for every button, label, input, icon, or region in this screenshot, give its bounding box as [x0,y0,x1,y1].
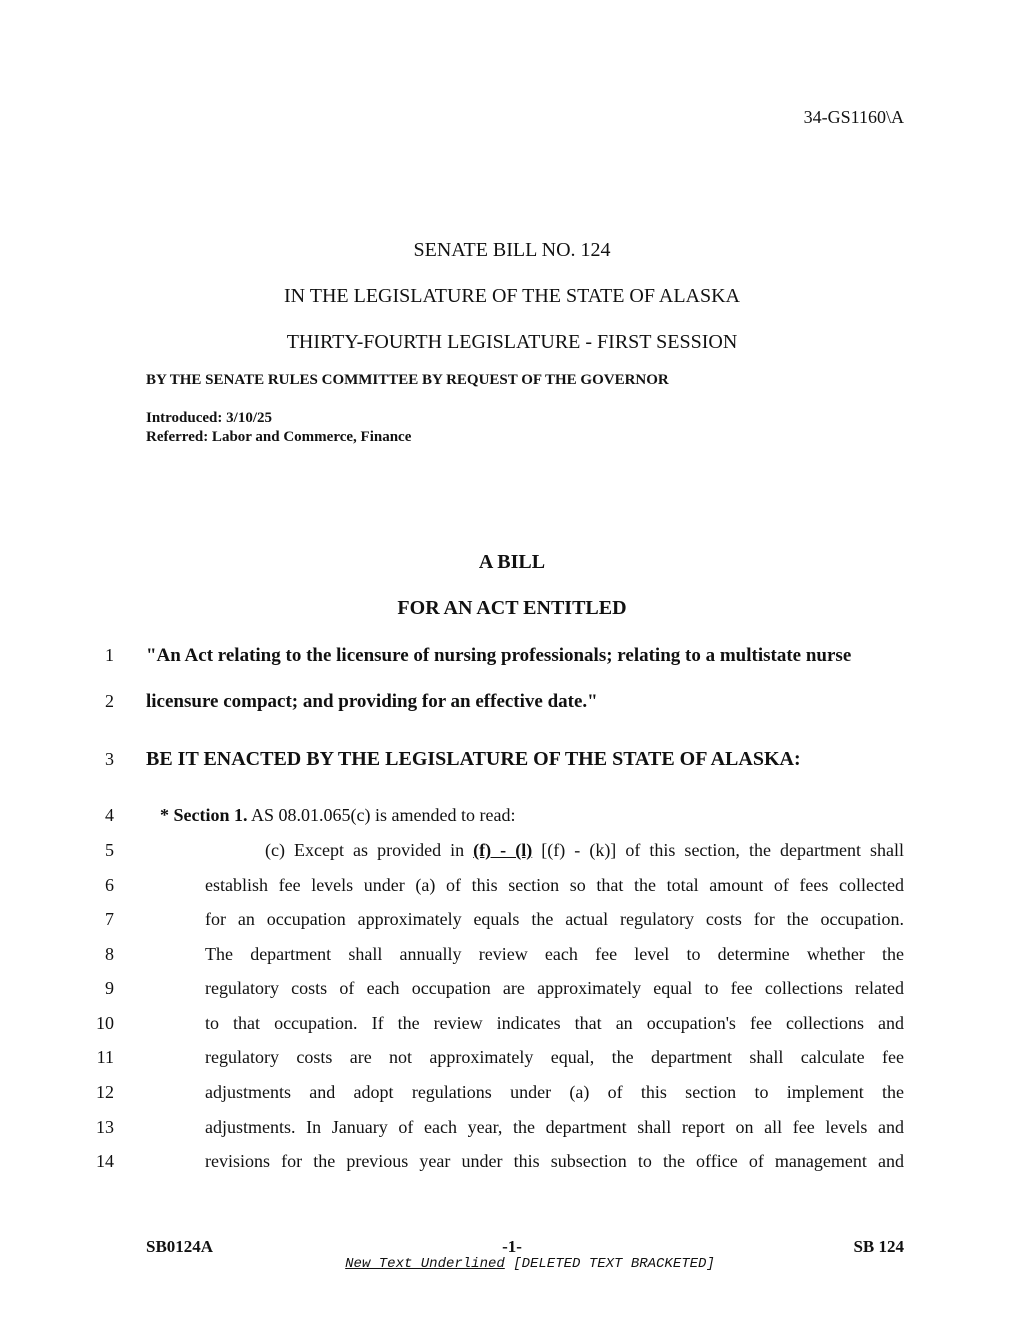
line-number: 1 [105,645,114,665]
body-line: The department shall annually review each fee level to determine whether the [205,944,904,964]
act-title-line: "An Act relating to the licensure of nursing professionals; relating to a multistate nurse [146,645,852,666]
enacting-clause: BE IT ENACTED BY THE LEGISLATURE OF THE STATE OF ALASKA: [146,748,801,770]
line-number: 4 [105,805,114,825]
body-line: regulatory costs are not approximately equal, the department shall calculate fee [205,1047,904,1067]
line-number: 3 [105,749,114,769]
body-line: to that occupation. If the review indicates that an occupation's fee collections and [205,1013,904,1033]
body-line: establish fee levels under (a) of this section so that the total amount of fees collected [205,875,904,895]
introduction-info [146,409,411,447]
page-number: -1- [502,1237,522,1256]
line-number: 5 [105,840,114,860]
body-line [265,840,904,861]
section-number: * Section 1. [160,805,248,825]
line-number: 12 [96,1082,114,1102]
footer-legend [0,1256,1024,1272]
body-line: for an occupation approximately equals the actual regulatory costs for the occupation. [205,909,904,929]
body-line: adjustments. In January of each year, the department shall report on all fee levels and [205,1117,904,1137]
line-number: 11 [96,1047,114,1067]
line-number: 9 [105,978,114,998]
introduced-date: Introduced: 3/10/25 [146,410,272,426]
body-text: [(f) - (k)] of this section, the department shall [532,840,905,860]
sponsor-line: BY THE SENATE RULES COMMITTEE BY REQUEST OF THE GOVERNOR [146,372,669,388]
legend-deleted-text: [DELETED TEXT BRACKETED] [513,1256,715,1272]
body-line: adjustments and adopt regulations under (a) of this section to implement the [205,1082,904,1102]
legislature-heading: IN THE LEGISLATURE OF THE STATE OF ALASKA [284,285,740,307]
line-number: 14 [96,1151,114,1171]
section-text: AS 08.01.065(c) is amended to read: [251,805,516,825]
line-number: 6 [105,875,114,895]
body-line: regulatory costs of each occupation are approximately equal to fee collections related [205,978,904,998]
section-heading [160,805,515,826]
referred-committees: Referred: Labor and Commerce, Finance [146,429,412,445]
line-number: 13 [96,1117,114,1137]
footer-bill-number: SB 124 [853,1237,904,1256]
body-text: (c) Except as provided in [265,840,474,860]
new-text: (f) - (l) [473,840,533,860]
session-heading: THIRTY-FOURTH LEGISLATURE - FIRST SESSION [286,331,738,353]
document-id: 34-GS1160\A [803,107,904,127]
footer-bill-code: SB0124A [146,1237,214,1256]
bill-number: SENATE BILL NO. 124 [413,239,611,261]
a-bill-heading: A BILL [478,551,546,573]
line-number: 2 [105,691,114,711]
line-number: 8 [105,944,114,964]
line-number: 7 [105,909,114,929]
body-line: revisions for the previous year under this subsection to the office of management and [205,1151,904,1171]
for-act-heading: FOR AN ACT ENTITLED [397,597,627,619]
act-title-line: licensure compact; and providing for an effective date." [146,691,598,712]
legend-new-text: New Text Underlined [345,1256,505,1272]
line-number: 10 [96,1013,114,1033]
